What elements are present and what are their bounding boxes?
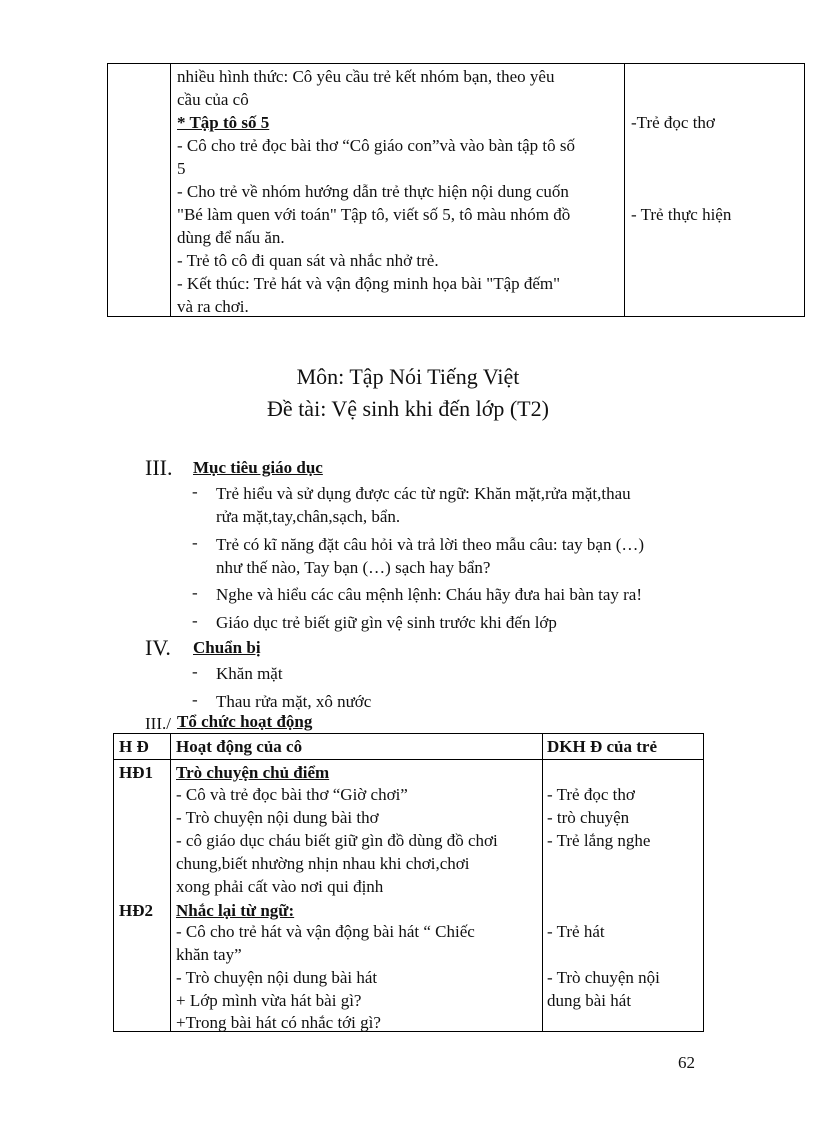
table-cell: - Cô cho trẻ hát và vận động bài hát “ Chiếc (176, 922, 475, 941)
topic-title: Đề tài: Vệ sinh khi đến lớp (T2) (267, 396, 549, 421)
table-divider (542, 734, 543, 1031)
bullet: - (192, 583, 198, 602)
bullet: - (192, 533, 198, 552)
activity-heading: Trò chuyện chủ điểm (176, 763, 330, 782)
list-item (216, 583, 716, 606)
table-cell: chung,biết nhường nhịn nhau khi chơi,chơi (176, 854, 470, 873)
section-number: III./ (145, 714, 171, 733)
text-line: - Cô cho trẻ đọc bài thơ “Cô giáo con”và vào bàn tập tô số (177, 136, 575, 155)
text-line: nhiều hình thức: Cô yêu cầu trẻ kết nhóm bạn, theo yêu (177, 67, 555, 86)
section-number: IV. (145, 635, 171, 660)
table-cell: - Trẻ hát (547, 922, 605, 941)
table-divider (170, 64, 171, 316)
table-cell: - Trẻ lắng nghe (547, 831, 651, 850)
text-line: 5 (177, 159, 186, 178)
table-cell: xong phải cất vào nơi qui định (176, 877, 384, 896)
list-item: Khăn mặt (216, 664, 283, 683)
text-line: - Trẻ tô cô đi quan sát và nhắc nhở trẻ. (177, 251, 439, 270)
table-divider (170, 734, 171, 1031)
text-line: Trẻ có kĩ năng đặt câu hỏi và trả lời theo mẫu câu: tay bạn (…) (216, 535, 645, 554)
text-line: Giáo dục trẻ biết giữ gìn vệ sinh trước khi đến lớp (216, 613, 557, 632)
page-number: 62 (678, 1053, 695, 1072)
text-line: Nghe và hiểu các câu mệnh lệnh: Cháu hãy đưa hai bàn tay ra! (216, 585, 643, 604)
column-header: H Đ (119, 737, 149, 756)
table-cell: - Trò chuyện nội (547, 968, 660, 987)
column-header: DKH Đ của trẻ (547, 737, 658, 756)
text-line: và ra chơi. (177, 297, 249, 316)
activity-code: HĐ2 (119, 901, 153, 920)
table-cell: khăn tay” (176, 945, 242, 964)
list-item: Thau rửa mặt, xô nước (216, 692, 372, 711)
text-line: - Kết thúc: Trẻ hát và vận động minh họa bài "Tập đếm" (177, 274, 561, 293)
table-divider (114, 759, 703, 760)
table-cell: + Lớp mình vừa hát bài gì? (176, 991, 362, 1010)
top-table-activity-text (177, 65, 617, 318)
table-cell: - Trò chuyện nội dung bài thơ (176, 808, 379, 827)
text-line: cầu của cô (177, 90, 249, 109)
table-cell: - trò chuyện (547, 808, 630, 827)
text-line: "Bé làm quen với toán" Tập tô, viết số 5, tô màu nhóm đồ (177, 205, 571, 224)
activity-heading: Nhắc lại từ ngữ: (176, 901, 295, 920)
table-cell: - Trò chuyện nội dung bài hát (176, 968, 378, 987)
text-line: Trẻ hiểu và sử dụng được các từ ngữ: Khăn mặt,rửa mặt,thau (216, 484, 631, 503)
list-item (216, 482, 716, 528)
text-line: dùng để nấu ăn. (177, 228, 285, 247)
section-title: Chuẩn bị (193, 638, 261, 657)
text-line: - Cho trẻ về nhóm hướng dẫn trẻ thực hiện nội dung cuốn (177, 182, 569, 201)
bullet: - (192, 690, 198, 709)
table-cell: - Cô và trẻ đọc bài thơ “Giờ chơi” (176, 785, 408, 804)
table-cell: - Trẻ đọc thơ (547, 785, 635, 804)
table-cell: +Trong bài hát có nhắc tới gì? (176, 1013, 381, 1032)
section-number: III. (145, 455, 173, 480)
bullet: - (192, 662, 198, 681)
text-line: như thế nào, Tay bạn (…) sạch hay bẩn? (216, 558, 491, 577)
child-activity: - Trẻ thực hiện (631, 205, 732, 224)
text-line: rửa mặt,tay,chân,sạch, bẩn. (216, 507, 401, 526)
section-title: Tổ chức hoạt động (177, 712, 313, 731)
column-header: Hoạt động của cô (176, 737, 303, 756)
section-title: Mục tiêu giáo dục (193, 458, 323, 477)
bullet: - (192, 611, 198, 630)
table-cell: - cô giáo dục cháu biết giữ gìn đồ dùng đồ chơi (176, 831, 498, 850)
list-item (216, 611, 716, 634)
table-divider (624, 64, 625, 316)
bullet: - (192, 482, 198, 501)
subject-title: Môn: Tập Nói Tiếng Việt (296, 364, 520, 389)
child-activity: -Trẻ đọc thơ (631, 113, 715, 132)
subheading: * Tập tô số 5 (177, 113, 270, 132)
table-cell: dung bài hát (547, 991, 632, 1010)
activity-code: HĐ1 (119, 763, 153, 782)
list-item (216, 533, 716, 579)
